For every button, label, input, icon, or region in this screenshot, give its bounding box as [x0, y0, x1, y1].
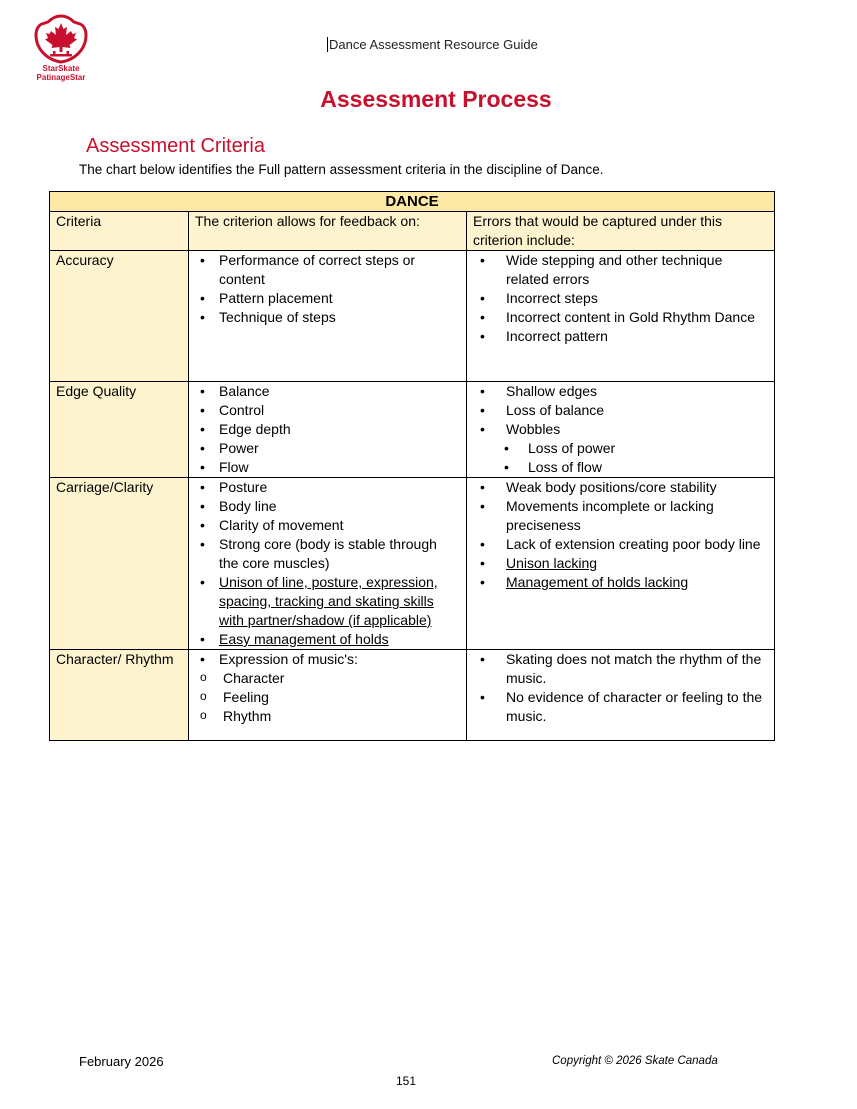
table-row — [50, 382, 775, 478]
list-item: • Skating does not match the rhythm of the music. — [473, 650, 768, 688]
page-number: 151 — [395, 1074, 417, 1088]
errors-cell — [467, 650, 775, 741]
list-item: • Clarity of movement — [195, 516, 460, 535]
list-item: • Technique of steps — [195, 308, 460, 327]
list-item: o Feeling — [195, 688, 460, 707]
list-item: • Incorrect pattern — [473, 327, 768, 346]
list-item: o Character — [195, 669, 460, 688]
intro-text: The chart below identifies the Full pattern assessment criteria in the discipline of Dance. — [79, 162, 604, 177]
list-item: • Loss of power — [473, 439, 768, 458]
table-header-row — [50, 212, 775, 251]
dance-criteria-table — [49, 191, 775, 741]
document-title: Dance Assessment Resource Guide — [329, 37, 538, 52]
list-item: • Expression of music's: — [195, 650, 460, 669]
brand-name-en: StarSkate — [42, 64, 80, 73]
table-row — [50, 251, 775, 382]
list-item: • Unison of line, posture, expression, spacing, tracking and skating skills with partner/shadow (if applicable) — [195, 573, 460, 630]
list-item: • Movements incomplete or lacking preciseness — [473, 497, 768, 535]
page-title: Assessment Process — [320, 86, 552, 112]
errors-cell — [467, 382, 775, 478]
errors-cell — [467, 251, 775, 382]
column-header-feedback: The criterion allows for feedback on: — [189, 212, 467, 251]
list-item: • Control — [195, 401, 460, 420]
list-item: • Incorrect content in Gold Rhythm Dance — [473, 308, 768, 327]
criteria-cell: Carriage/Clarity — [50, 478, 189, 650]
column-header-errors: Errors that would be captured under this criterion include: — [467, 212, 775, 251]
list-item: • Easy management of holds — [195, 630, 460, 649]
brand-name-fr: PatinageStar — [36, 73, 86, 82]
table-row — [50, 478, 775, 650]
list-item: • Balance — [195, 382, 460, 401]
list-item: • Edge depth — [195, 420, 460, 439]
criteria-cell: Accuracy — [50, 251, 189, 382]
feedback-cell — [189, 478, 467, 650]
footer-copyright: Copyright © 2026 Skate Canada — [552, 1055, 718, 1067]
list-item: • Weak body positions/core stability — [473, 478, 768, 497]
feedback-cell — [189, 650, 467, 741]
list-item: • Strong core (body is stable through the core muscles) — [195, 535, 460, 573]
skate-canada-logo — [30, 14, 92, 82]
list-item: • Loss of balance — [473, 401, 768, 420]
maple-leaf-skate-logo-icon — [33, 14, 89, 64]
list-item: • Management of holds lacking — [473, 573, 768, 592]
list-item: • Incorrect steps — [473, 289, 768, 308]
feedback-cell — [189, 251, 467, 382]
list-item: o Rhythm — [195, 707, 460, 726]
errors-cell — [467, 478, 775, 650]
list-item: • Wide stepping and other technique related errors — [473, 251, 768, 289]
list-item: • No evidence of character or feeling to the music. — [473, 688, 768, 726]
list-item: • Pattern placement — [195, 289, 460, 308]
footer-date: February 2026 — [79, 1054, 164, 1069]
list-item: • Posture — [195, 478, 460, 497]
list-item: • Power — [195, 439, 460, 458]
list-item: • Shallow edges — [473, 382, 768, 401]
list-item: • Body line — [195, 497, 460, 516]
list-item: • Unison lacking — [473, 554, 768, 573]
list-item: • Performance of correct steps or content — [195, 251, 460, 289]
list-item: • Flow — [195, 458, 460, 477]
list-item: • Loss of flow — [473, 458, 768, 477]
list-item: • Lack of extension creating poor body line — [473, 535, 768, 554]
list-item: • Wobbles — [473, 420, 768, 439]
criteria-cell: Character/ Rhythm — [50, 650, 189, 741]
column-header-criteria: Criteria — [50, 212, 189, 251]
section-heading: Assessment Criteria — [86, 135, 265, 157]
feedback-cell — [189, 382, 467, 478]
table-title: DANCE — [50, 192, 775, 212]
table-row — [50, 650, 775, 741]
criteria-cell: Edge Quality — [50, 382, 189, 478]
